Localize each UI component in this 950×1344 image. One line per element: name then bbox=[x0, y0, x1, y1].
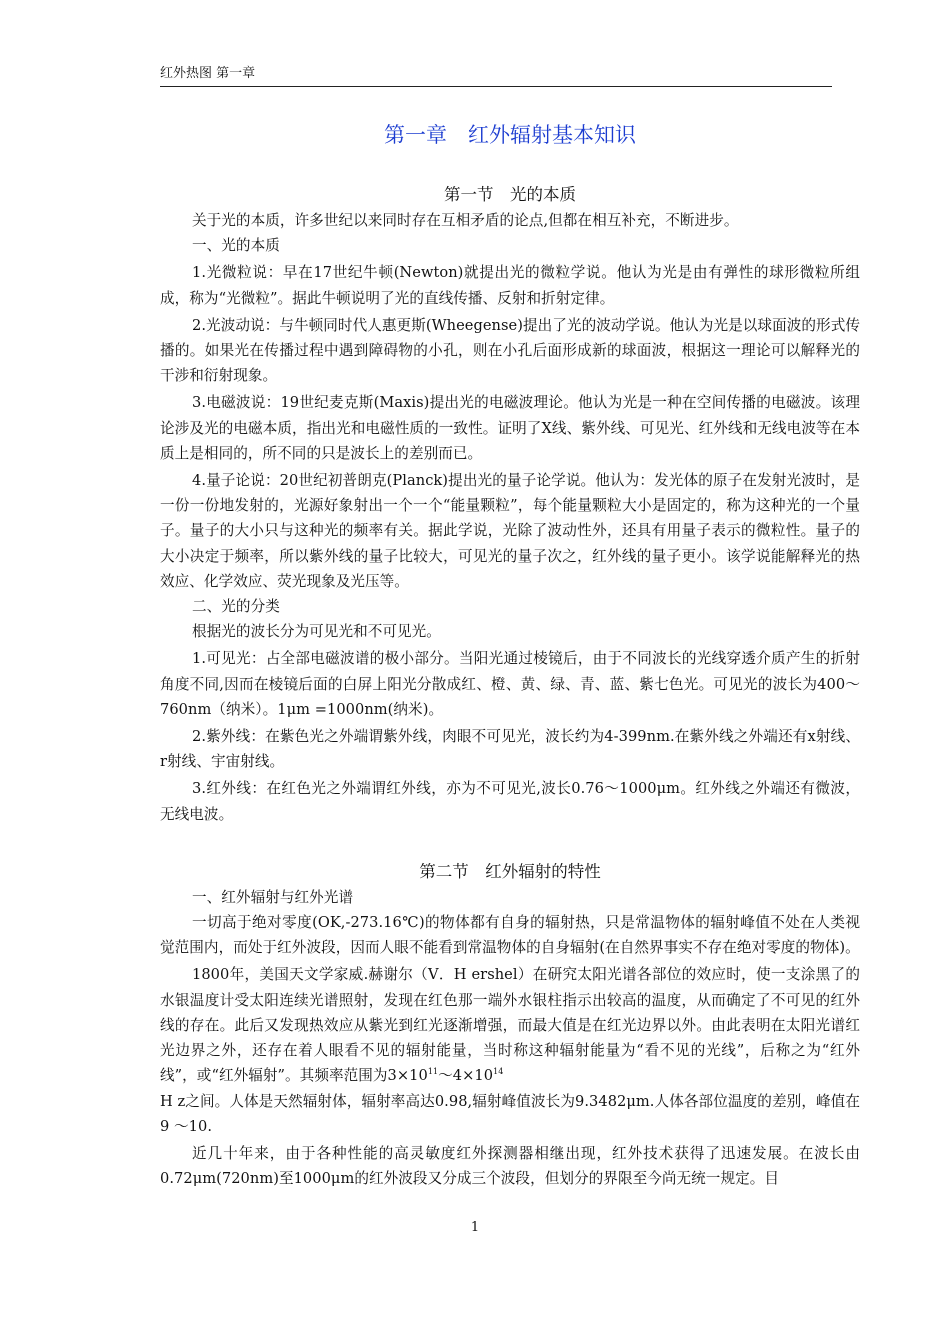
chapter-title: 第一章 红外辐射基本知识 bbox=[384, 123, 636, 147]
paragraph-visible-light: 1.可见光：占全部电磁波谱的极小部分。当阳光通过棱镜后，由于不同波长的光线穿透介质产生的折射角度不同,因而在棱镜后面的白屏上阳光分散成红、橙、黄、绿、青、蓝、紫七色光。可见光的波长为400～760nm（纳米）。1μm =1000nm(纳米)。 bbox=[160, 650, 860, 718]
herschel-text-b: ～4×10 bbox=[438, 1067, 494, 1085]
section-1-intro: 关于光的本质，许多世纪以来同时存在互相矛盾的论点,但都在相互补充，不断进步。 bbox=[192, 212, 739, 229]
section-1-title: 第一节 光的本质 bbox=[444, 185, 576, 204]
exponent-14: 14 bbox=[493, 1067, 504, 1077]
subheading-ir-radiation-spectrum: 一、红外辐射与红外光谱 bbox=[192, 888, 354, 906]
paragraph-wave-theory: 2.光波动说：与牛顿同时代人惠更斯(Wheegense)提出了光的波动学说。他认为光是以球面波的形式传播的。如果光在传播过程中遇到障碍物的小孔，则在小孔后面形成新的球面波，根据这一理论可以解释光的干涉和衍射现象。 bbox=[160, 316, 860, 385]
paragraph-herschel-discovery bbox=[160, 962, 860, 1138]
herschel-text-a: 1800年，美国天文学家威.赫谢尔（V．H ershel）在研究太阳光谱各部位的效应时，使一支涂黑了的水银温度计受太阳连续光谱照射，发现在红色那一端外水银柱指示出较高的温度，从而确定了不可见的红外线的存在。此后又发现热效应从紫光到红光逐渐增强，而最大值是在红光边界以外。由此表明在太阳光谱红光边界之外，还存在着人眼看不见的辐射能量，当时称这种辐射能量为“看不见的光线”，后称之为“红外线”，或“红外辐射”。其频率范围为3×10 bbox=[160, 966, 860, 1085]
paragraph-ultraviolet: 2.紫外线：在紫色光之外端谓紫外线，肉眼不可见光，波长约为4-399nm.在紫外线之外端还有x射线、r射线、宇宙射线。 bbox=[160, 728, 860, 771]
running-header: 红外热图 第一章 bbox=[160, 66, 832, 87]
section-2-title: 第二节 红外辐射的特性 bbox=[419, 861, 601, 881]
paragraph-quantum-theory: 4.量子论说：20世纪初普朗克(Planck)提出光的量子论学说。他认为：发光体的原子在发射光波时，是一份一份地发射的，光源好象射出一个一个“能量颗粒”，每个能量颗粒大小是固定的，称为这种光的一个量子。量子的大小只与这种光的频率有关。据此学说，光除了波动性外，还具有用量子表示的微粒性。量子的大小决定于频率，所以紫外线的量子比较大，可见光的量子次之，红外线的量子更小。该学说能解释光的热效应、化学效应、荧光现象及光压等。 bbox=[160, 472, 860, 590]
paragraph-corpuscular-theory: 1.光微粒说：早在17世纪牛顿(Newton)就提出光的微粒学说。他认为光是由有弹性的球形微粒所组成，称为“光微粒”。据此牛顿说明了光的直线传播、反射和折射定律。 bbox=[160, 264, 860, 307]
herschel-text-c: H z之间。人体是天然辐射体，辐射率高达0.98,辐射峰值波长为9.3482μm.人体各部位温度的差别，峰值在9 ～10. bbox=[160, 1092, 860, 1135]
paragraph-classification-intro: 根据光的波长分为可见光和不可见光。 bbox=[192, 623, 441, 641]
paragraph-absolute-zero: 一切高于绝对零度(OK,-273.16℃)的物体都有自身的辐射热，只是常温物体的辐射峰值不处在人类视觉范围内，而处于红外波段，因而人眼不能看到常温物体的自身辐射(在自然界事实不存在绝对零度的物体)。 bbox=[160, 914, 860, 957]
page-body bbox=[160, 117, 860, 1191]
paragraph-ir-detectors: 近几十年来，由于各种性能的高灵敏度红外探测器相继出现，红外技术获得了迅速发展。在波长由0.72μm(720nm)至1000μm的红外波段又分成三个波段，但划分的界限至今尚无统一规定。目 bbox=[160, 1144, 860, 1188]
page-number: 1 bbox=[470, 1220, 480, 1235]
subheading-nature-of-light: 一、光的本质 bbox=[192, 237, 280, 255]
subheading-classification: 二、光的分类 bbox=[192, 598, 280, 616]
paragraph-electromagnetic-theory: 3.电磁波说：19世纪麦克斯(Maxis)提出光的电磁波理论。他认为光是一种在空间传播的电磁波。该理论涉及光的电磁本质，指出光和电磁性质的一致性。证明了X线、紫外线、可见光、红外线和无线电波等在本质上是相同的，所不同的只是波长上的差别而已。 bbox=[160, 394, 860, 462]
exponent-11: 11 bbox=[427, 1067, 439, 1077]
paragraph-infrared: 3.红外线：在红色光之外端谓红外线，亦为不可见光,波长0.76～1000μm。红外线之外端还有微波，无线电波。 bbox=[160, 780, 860, 823]
